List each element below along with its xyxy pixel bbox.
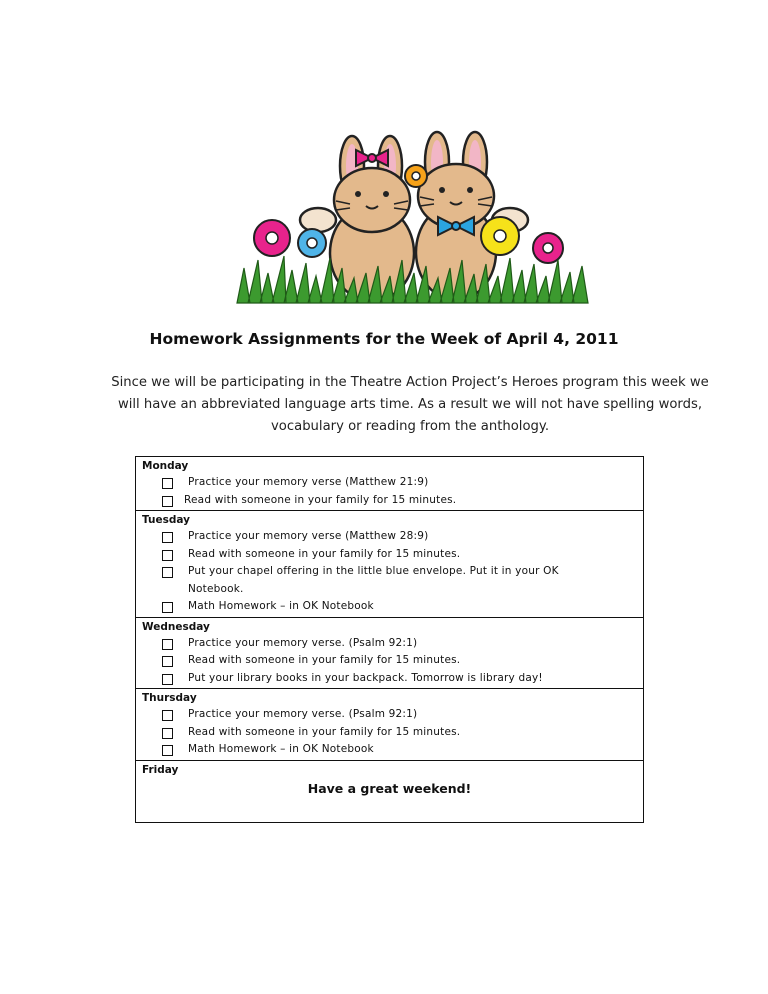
task-text: Practice your memory verse (Matthew 28:9) — [188, 530, 429, 542]
day-label: Tuesday — [142, 514, 190, 526]
checkbox[interactable] — [162, 639, 173, 650]
task-text: Put your library books in your backpack. Tomorrow is library day! — [188, 671, 543, 684]
tuesday-section — [136, 511, 643, 618]
checkbox[interactable] — [162, 728, 173, 739]
task-item — [142, 474, 637, 492]
task-item — [142, 598, 637, 616]
day-label: Thursday — [142, 692, 197, 704]
task-item — [142, 528, 637, 546]
intro-paragraph: Since we will be participating in the Theatre Action Project’s Heroes program this week we will have an abbreviated language arts time. As a result we will not have spelling words, vocabulary or reading from the anthology. — [111, 375, 709, 434]
monday-section — [136, 457, 643, 511]
task-text: Read with someone in your family for 15 minutes. — [188, 654, 461, 666]
bunnies-clipart — [232, 128, 592, 306]
thursday-section — [136, 689, 643, 761]
task-item — [142, 652, 637, 670]
checkbox[interactable] — [162, 745, 173, 756]
task-text: Read with someone in your family for 15 minutes. — [188, 725, 461, 738]
checkbox[interactable] — [162, 496, 173, 507]
checkbox[interactable] — [162, 532, 173, 543]
day-label: Monday — [142, 460, 189, 472]
task-item — [142, 546, 637, 564]
task-text: Practice your memory verse (Matthew 21:9) — [188, 476, 429, 488]
task-text: Practice your memory verse. (Psalm 92:1) — [188, 636, 418, 649]
task-item — [142, 724, 637, 742]
weekend-message: Have a great weekend! — [307, 780, 472, 796]
task-text: Read with someone in your family for 15 minutes. — [184, 493, 457, 506]
checkbox[interactable] — [162, 602, 173, 613]
checkbox[interactable] — [162, 710, 173, 721]
page-title: Homework Assignments for the Week of April 4, 2011 — [149, 330, 619, 348]
left-bunny-illustration — [300, 136, 414, 301]
task-text: Put your chapel offering in the little blue envelope. Put it in your OK Notebook. — [188, 565, 559, 595]
task-text: Math Homework – in OK Notebook — [188, 743, 374, 755]
checkbox[interactable] — [162, 567, 173, 578]
task-item — [142, 492, 637, 510]
task-item — [142, 563, 637, 598]
checkbox[interactable] — [162, 478, 173, 489]
task-item — [142, 635, 637, 653]
checkbox[interactable] — [162, 656, 173, 667]
task-text: Read with someone in your family for 15 minutes. — [188, 547, 461, 560]
checkbox[interactable] — [162, 550, 173, 561]
task-item — [142, 706, 637, 724]
task-text: Math Homework – in OK Notebook — [188, 600, 374, 612]
day-label: Friday — [142, 763, 179, 776]
task-text: Practice your memory verse. (Psalm 92:1) — [188, 708, 418, 720]
task-item — [142, 670, 637, 688]
friday-section — [136, 761, 643, 822]
task-item — [142, 741, 637, 759]
wednesday-section — [136, 618, 643, 690]
checkbox[interactable] — [162, 674, 173, 685]
day-label: Wednesday — [142, 620, 210, 633]
homework-schedule-table — [135, 456, 644, 823]
